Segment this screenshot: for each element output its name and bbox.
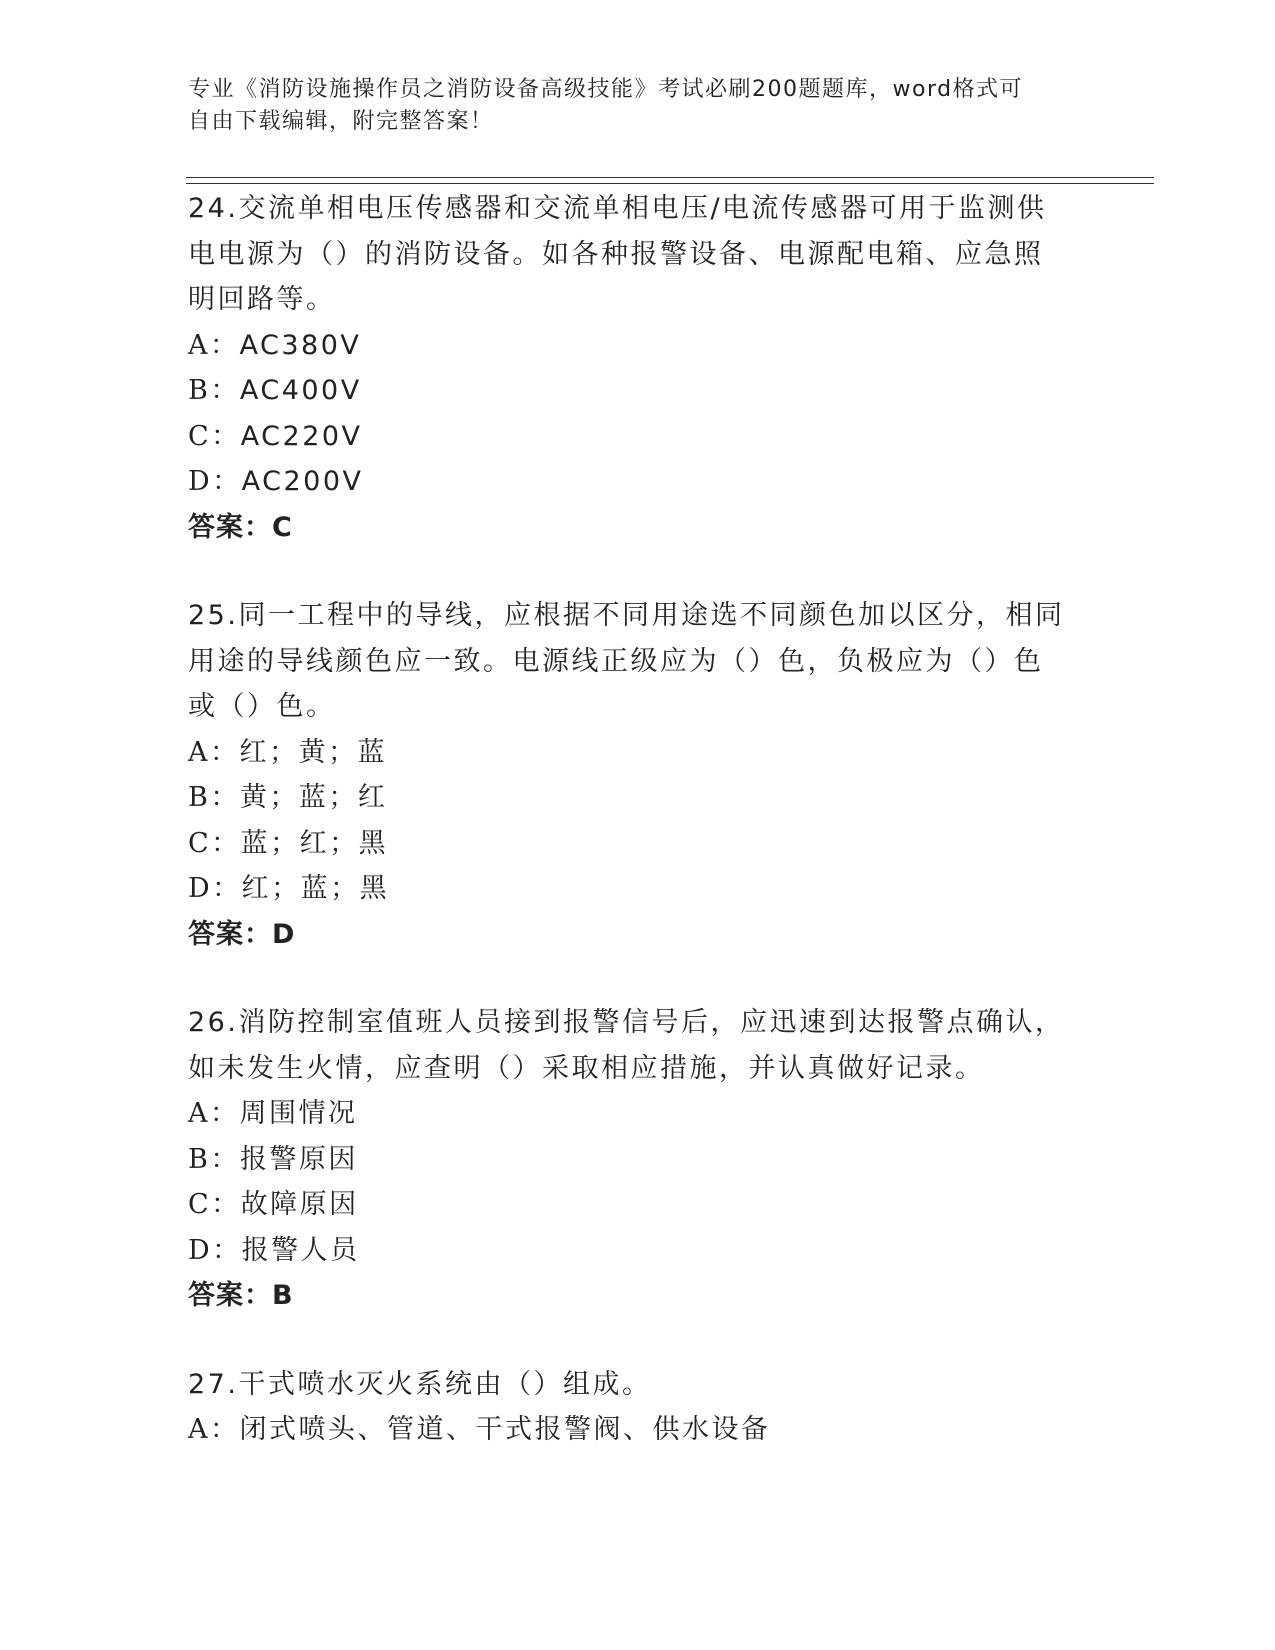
option-key: B： [188, 782, 240, 813]
answer: 答案：C [188, 511, 293, 543]
question-stem: 24.交流单相电压传感器和交流单相电压/电流传感器可用于监测供电电源为（）的消防设备。如各种报警设备、电源配电箱、应急照明回路等。 [188, 193, 1047, 315]
option-text: AC220V [240, 420, 363, 452]
option-d [188, 459, 1088, 505]
document-header [188, 74, 1068, 138]
option-b [188, 775, 1088, 821]
option-text: AC200V [241, 466, 364, 497]
question-stem: 25.同一工程中的导线，应根据不同用途选不同颜色加以区分，相同用途的导线颜色应一致。电源线正级应为（）色，负极应为（）色或（）色。 [188, 600, 1065, 722]
option-text: 报警人员 [241, 1234, 360, 1266]
option-key: B： [188, 375, 240, 406]
header-divider-top [186, 177, 1154, 178]
question-25 [188, 593, 1088, 957]
question-stem: 26.消防控制室值班人员接到报警信号后，应迅速到达报警点确认，如未发生火情，应查明（）采取相应措施，并认真做好记录。 [188, 1007, 1065, 1084]
option-text: AC380V [239, 329, 362, 361]
option-key: A： [188, 1414, 240, 1445]
answer: 答案：D [188, 918, 296, 950]
option-key: D： [188, 1234, 242, 1266]
option-text: 闭式喷头、管道、干式报警阀、供水设备 [239, 1414, 771, 1445]
option-key: A： [188, 329, 240, 361]
option-key: D： [188, 466, 242, 497]
option-key: C： [188, 827, 241, 859]
option-text: 故障原因 [240, 1189, 359, 1220]
question-24 [188, 186, 1088, 550]
header-divider-bottom [186, 183, 1154, 184]
question-27 [188, 1362, 1088, 1453]
option-a [188, 1091, 1088, 1137]
question-list [188, 186, 1088, 1496]
option-c [188, 821, 1088, 867]
option-key: C： [188, 420, 241, 452]
question-stem: 27.干式喷水灭火系统由（）组成。 [188, 1368, 652, 1400]
option-text: 报警原因 [239, 1143, 358, 1175]
option-key: C： [188, 1189, 241, 1220]
option-key: D： [188, 873, 242, 904]
option-c [188, 1182, 1088, 1228]
option-a [188, 730, 1088, 776]
option-text: AC400V [239, 375, 362, 406]
option-c [188, 414, 1088, 460]
option-text: 周围情况 [239, 1098, 358, 1129]
option-d [188, 1228, 1088, 1274]
option-text: 红；蓝；黑 [241, 873, 390, 904]
header-line-2: 自由下载编辑，附完整答案！ [188, 109, 494, 134]
option-key: A： [188, 736, 240, 768]
option-d [188, 866, 1088, 912]
header-line-1: 专业《消防设施操作员之消防设备高级技能》考试必刷200题题库，word格式可 [188, 77, 1024, 102]
answer: 答案：B [188, 1280, 294, 1311]
option-a [188, 323, 1088, 369]
option-text: 红；黄；蓝 [239, 736, 387, 768]
option-key: B： [188, 1143, 240, 1175]
question-26 [188, 1000, 1088, 1319]
option-text: 黄；蓝；红 [239, 782, 388, 813]
option-text: 蓝；红；黑 [240, 827, 389, 859]
option-b [188, 368, 1088, 414]
option-b [188, 1137, 1088, 1183]
option-a [188, 1407, 1088, 1453]
option-key: A： [188, 1098, 240, 1129]
